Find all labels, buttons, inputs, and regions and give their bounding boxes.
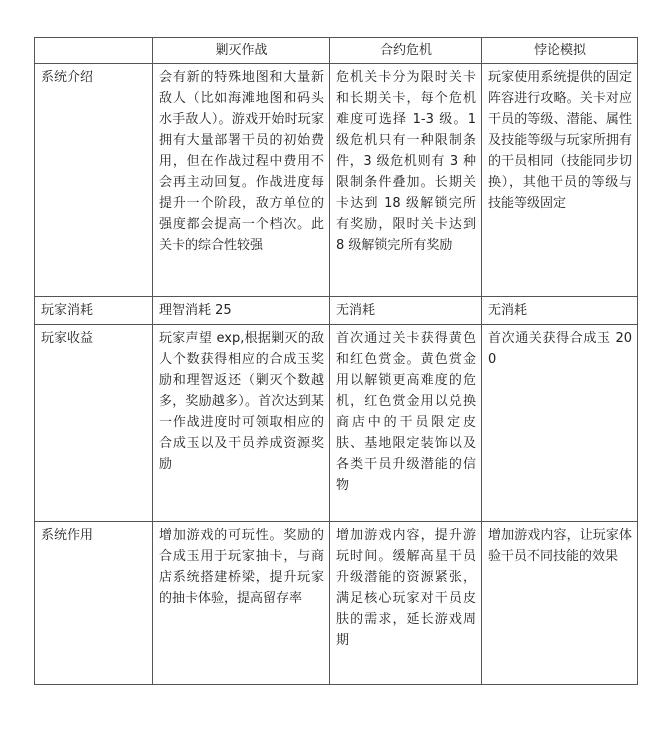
table-cell: 理智消耗 25 [153, 297, 330, 325]
table-row [35, 522, 638, 685]
table-row [35, 297, 638, 325]
row-label: 系统作用 [35, 522, 153, 685]
table-cell: 玩家声望 exp,根据剿灭的敌人个数获得相应的合成玉奖励和理智返还（剿灭个数越多，奖励越多）。首次达到某一作战进度时可领取相应的合成玉以及干员养成资源奖励 [153, 325, 330, 522]
header-row [35, 38, 638, 64]
table-cell: 危机关卡分为限时关卡和长期关卡，每个危机难度可选择 1-3 级。1 级危机只有一种限制条件，3 级危机则有 3 种限制条件叠加。长期关卡达到 18 级解锁完所有奖励，限时关卡达到 8 级解锁完所有奖励 [330, 64, 482, 297]
table-cell: 增加游戏内容，提升游玩时间。缓解高星干员升级潜能的资源紧张，满足核心玩家对干员皮肤的需求，延长游戏周期 [330, 522, 482, 685]
table-cell: 无消耗 [482, 297, 638, 325]
table-cell: 增加游戏的可玩性。奖励的合成玉用于玩家抽卡，与商店系统搭建桥梁，提升玩家的抽卡体验，提高留存率 [153, 522, 330, 685]
header-cell-paradox-simulation: 悖论模拟 [482, 38, 638, 64]
table-cell: 增加游戏内容，让玩家体验干员不同技能的效果 [482, 522, 638, 685]
table-cell: 无消耗 [330, 297, 482, 325]
header-cell-annihilation: 剿灭作战 [153, 38, 330, 64]
table-cell: 玩家使用系统提供的固定阵容进行攻略。关卡对应干员的等级、潜能、属性及技能等级与玩家所拥有的干员相同（技能同步切换），其他干员的等级与技能等级固定 [482, 64, 638, 297]
table-cell: 首次通关获得合成玉 200 [482, 325, 638, 522]
row-label: 系统介绍 [35, 64, 153, 297]
header-cell-empty [35, 38, 153, 64]
table-cell: 会有新的特殊地图和大量新敌人（比如海滩地图和码头水手敌人）。游戏开始时玩家拥有大量部署干员的初始费用，但在作战过程中费用不会再主动回复。作战进度每提升一个阶段，敌方单位的强度都会提高一个档次。此关卡的综合性较强 [153, 64, 330, 297]
table-cell: 首次通过关卡获得黄色和红色赏金。黄色赏金用以解锁更高难度的危机，红色赏金用以兑换商店中的干员限定皮肤、基地限定装饰以及各类干员升级潜能的信物 [330, 325, 482, 522]
comparison-table [34, 37, 638, 685]
table-row [35, 325, 638, 522]
row-label: 玩家消耗 [35, 297, 153, 325]
header-cell-contingency-contract: 合约危机 [330, 38, 482, 64]
row-label: 玩家收益 [35, 325, 153, 522]
table-row [35, 64, 638, 297]
